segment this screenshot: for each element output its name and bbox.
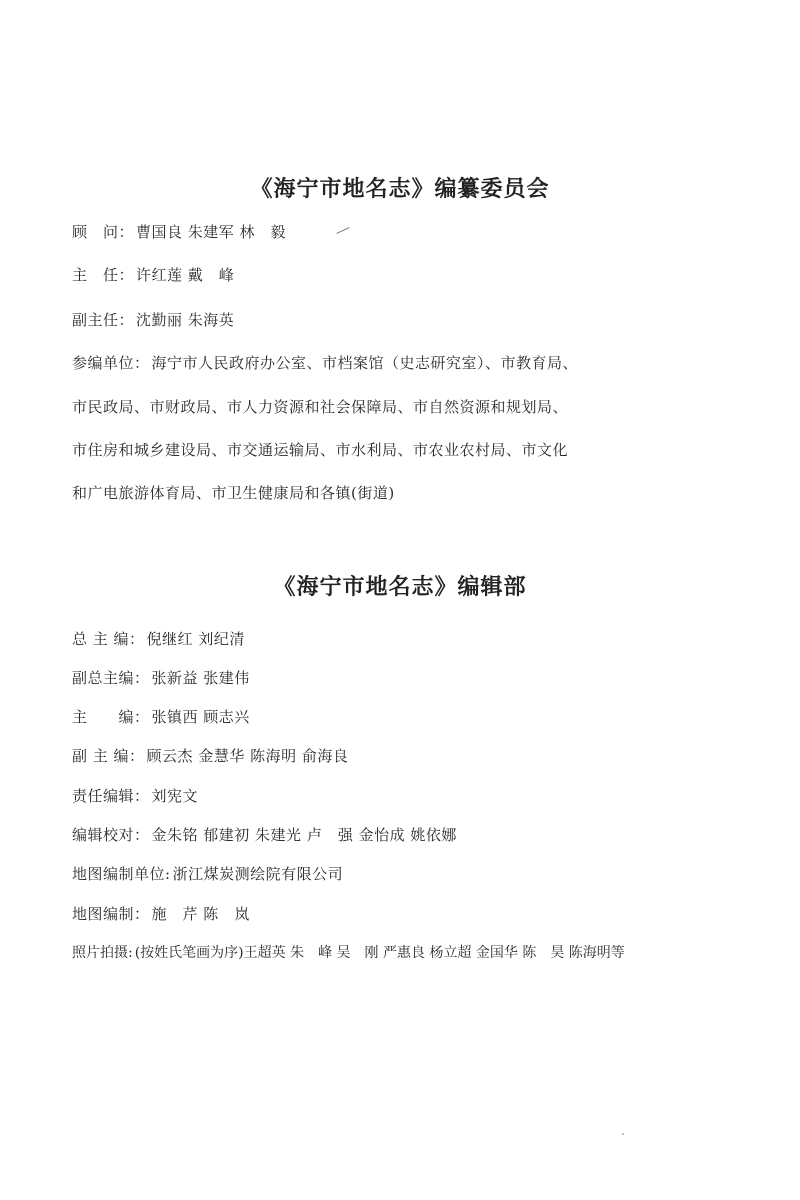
photographers-row — [72, 942, 625, 962]
deputy-editor-row — [72, 745, 348, 766]
chief-editor-row — [72, 628, 245, 649]
advisors-row — [72, 221, 286, 242]
units-label: 参编单位： — [72, 354, 150, 372]
map-unit-names: 浙江煤炭测绘院有限公司 — [172, 865, 344, 883]
units-line-2: 市民政局、市财政局、市人力资源和社会保障局、市自然资源和规划局、 — [72, 398, 569, 416]
editorial-title: 《海宁市地名志》编辑部 — [273, 574, 527, 600]
deputy-editor-names: 顾云杰 金慧华 陈海明 俞海良 — [146, 747, 349, 765]
deputy-chief-editor-names: 张新益 张建伟 — [151, 669, 250, 687]
editor-names: 张镇西 顾志兴 — [151, 708, 250, 726]
photographers-names: (按姓氏笔画为序)王超英 朱 峰 吴 刚 严惠良 杨立超 金国华 陈 昊 陈海明等 — [134, 945, 625, 961]
speck-mark — [622, 1133, 624, 1135]
map-unit-row — [72, 863, 343, 884]
units-line-4: 和广电旅游体育局、市卫生健康局和各镇(街道) — [72, 484, 395, 502]
units-line-1: 海宁市人民政府办公室、市档案馆（史志研究室）、市教育局、 — [151, 354, 579, 372]
proofreaders-label: 编辑校对： — [72, 826, 150, 844]
deputy-director-names: 沈勤丽 朱海英 — [136, 311, 235, 329]
deputy-chief-editor-label: 副总主编： — [72, 669, 150, 687]
responsible-editor-names: 刘宪文 — [151, 787, 199, 805]
pen-stroke-mark — [336, 227, 349, 234]
proofreaders-names: 金朱铭 郁建初 朱建光 卢 强 金怡成 姚依娜 — [151, 826, 457, 844]
responsible-editor-row — [72, 785, 198, 806]
advisors-label: 顾 问： — [72, 223, 135, 241]
chief-editor-names: 倪继红 刘纪清 — [146, 630, 245, 648]
units-row-1 — [72, 352, 578, 373]
units-line-3: 市住房和城乡建设局、市交通运输局、市水利局、市农业农村局、市文化 — [72, 441, 569, 459]
deputy-chief-editor-row — [72, 667, 250, 688]
map-unit-label: 地图编制单位: — [72, 865, 171, 883]
map-editors-row — [72, 903, 250, 924]
advisors-names: 曹国良 朱建军 林 毅 — [136, 223, 287, 241]
director-label: 主 任： — [72, 266, 135, 284]
chief-editor-label: 总 主 编： — [72, 630, 145, 648]
editor-label: 主 编： — [72, 708, 150, 726]
director-names: 许红莲 戴 峰 — [136, 266, 235, 284]
committee-title: 《海宁市地名志》编纂委员会 — [250, 176, 550, 202]
map-editors-names: 施 芹 陈 岚 — [151, 905, 250, 923]
editor-row — [72, 706, 250, 727]
proofreaders-row — [72, 824, 457, 845]
deputy-director-label: 副主任： — [72, 311, 135, 329]
responsible-editor-label: 责任编辑： — [72, 787, 150, 805]
map-editors-label: 地图编制： — [72, 905, 150, 923]
deputy-editor-label: 副 主 编： — [72, 747, 145, 765]
deputy-director-row — [72, 309, 234, 330]
director-row — [72, 264, 234, 285]
photographers-label: 照片拍摄: — [72, 945, 133, 961]
